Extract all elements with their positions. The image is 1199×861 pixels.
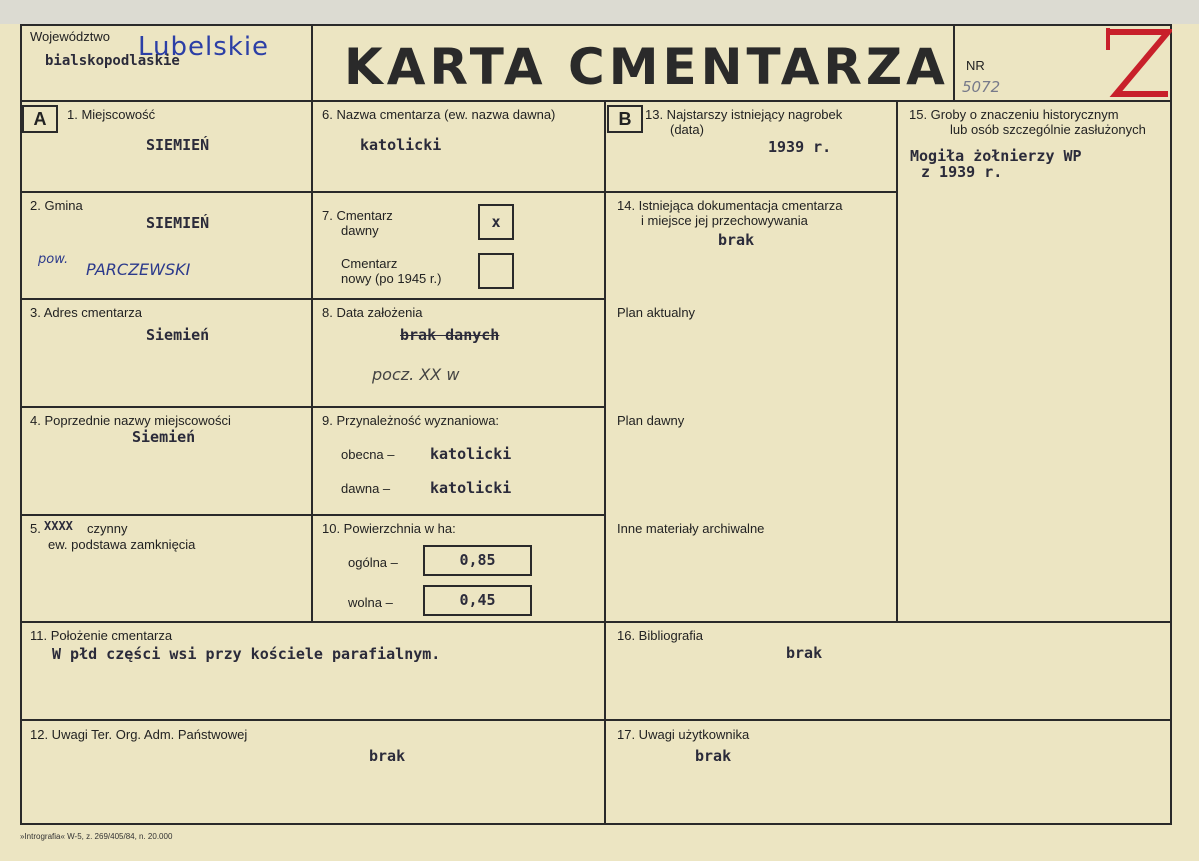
field-16-value: brak bbox=[786, 644, 823, 662]
field-9-former-value: katolicki bbox=[430, 479, 512, 497]
field-12-label: 12. Uwagi Ter. Org. Adm. Państwowej bbox=[30, 727, 248, 742]
column-line-3 bbox=[896, 100, 898, 622]
field-13-value: 1939 r. bbox=[768, 138, 832, 156]
field-2-value: SIEMIEŃ bbox=[146, 214, 210, 232]
row-line-1 bbox=[20, 191, 606, 193]
field-10-total-value: 0,85 bbox=[423, 545, 532, 576]
field-8-hand: pocz. XX w bbox=[372, 365, 460, 384]
field-4-label: 4. Poprzednie nazwy miejscowości bbox=[30, 413, 231, 428]
voivodeship-typed: bialskopodlaskie bbox=[45, 53, 180, 69]
frame-top bbox=[20, 24, 1172, 26]
field-2-label: 2. Gmina bbox=[30, 198, 83, 213]
frame-right bbox=[1170, 24, 1172, 825]
red-z-mark bbox=[1106, 26, 1172, 100]
old-cemetery-checkbox[interactable] bbox=[478, 204, 514, 240]
nr-label: NR bbox=[966, 58, 985, 73]
card-title: KARTA CMENTARZA bbox=[344, 38, 949, 96]
new-cemetery-checkbox[interactable] bbox=[478, 253, 514, 289]
plan-former-label: Plan dawny bbox=[617, 413, 685, 428]
field-11-value: W płd części wsi przy kościele parafialnym. bbox=[52, 645, 441, 663]
field-9-current-value: katolicki bbox=[430, 445, 512, 463]
field-10-label: 10. Powierzchnia w ha: bbox=[322, 521, 456, 536]
section-a-marker: A bbox=[22, 105, 58, 133]
field-3-value: Siemień bbox=[146, 326, 210, 344]
plan-current-label: Plan aktualny bbox=[617, 305, 696, 320]
field-15-value: Mogiła żołnierzy WP bbox=[910, 147, 1082, 165]
field-11-label: 11. Położenie cmentarza bbox=[30, 628, 173, 643]
field-5-sublabel: ew. podstawa zamknięcia bbox=[48, 537, 196, 552]
field-3-label: 3. Adres cmentarza bbox=[30, 305, 142, 320]
column-line-2 bbox=[604, 100, 606, 823]
field-10-free-label: wolna – bbox=[348, 595, 393, 610]
field-9-label: 9. Przynależność wyznaniowa: bbox=[322, 413, 500, 428]
old-cemetery-mark: x bbox=[491, 213, 501, 231]
field-5-label: czynny bbox=[87, 521, 128, 536]
section-b-marker: B bbox=[607, 105, 643, 133]
field-6-value: katolicki bbox=[360, 136, 442, 154]
header-bottom-line bbox=[20, 100, 1172, 102]
field-2-hand-value: PARCZEWSKI bbox=[86, 260, 191, 279]
field-6-label: 6. Nazwa cmentarza (ew. nazwa dawna) bbox=[322, 107, 556, 122]
nr-value: 5072 bbox=[962, 78, 1001, 96]
row-line-3 bbox=[20, 406, 606, 408]
voivodeship-stamp: Lubelskie bbox=[138, 32, 270, 62]
field-4-value: Siemień bbox=[132, 428, 196, 446]
field-2-hand-prefix: pow. bbox=[38, 252, 69, 267]
field-10-free-value: 0,45 bbox=[423, 585, 532, 616]
row-line-5 bbox=[20, 621, 1172, 623]
field-5-struck-text: XXXX bbox=[44, 519, 73, 533]
field-15-label: 15. Groby o znaczeniu historycznym bbox=[909, 107, 1119, 122]
field-14-label-b: i miejsce jej przechowywania bbox=[641, 213, 808, 228]
field-7-new-label: Cmentarz bbox=[341, 256, 398, 271]
frame-bottom bbox=[20, 823, 1172, 825]
field-7-new-label-b: nowy (po 1945 r.) bbox=[341, 271, 442, 286]
field-15-label-b: lub osób szczególnie zasłużonych bbox=[950, 122, 1146, 137]
field-12-value: brak bbox=[369, 747, 406, 765]
field-1-value: SIEMIEŃ bbox=[146, 136, 210, 154]
field-9-former-label: dawna – bbox=[341, 481, 391, 496]
voivodeship-label: Województwo bbox=[30, 29, 110, 44]
field-9-current-label: obecna – bbox=[341, 447, 395, 462]
field-17-value: brak bbox=[695, 747, 732, 765]
column-line-1 bbox=[311, 24, 313, 622]
row-line-4 bbox=[20, 514, 606, 516]
nr-divider bbox=[953, 24, 955, 102]
field-7-label: 7. Cmentarz bbox=[322, 208, 393, 223]
field-8-label: 8. Data założenia bbox=[322, 305, 423, 320]
row-line-2 bbox=[20, 298, 606, 300]
field-15-value-b: z 1939 r. bbox=[921, 163, 1003, 181]
field-1-label: 1. Miejscowość bbox=[67, 107, 156, 122]
other-materials-label: Inne materiały archiwalne bbox=[617, 521, 765, 536]
field-10-total-label: ogólna – bbox=[348, 555, 398, 570]
field-13-label: 13. Najstarszy istniejący nagrobek bbox=[645, 107, 843, 122]
field-7-label-b: dawny bbox=[341, 223, 379, 238]
field-16-label: 16. Bibliografia bbox=[617, 628, 703, 643]
row-line-b1 bbox=[606, 191, 898, 193]
print-footer: »Intrografia« W-5, z. 269/405/84, n. 20.000 bbox=[20, 832, 173, 841]
row-line-6 bbox=[20, 719, 1172, 721]
field-14-value: brak bbox=[718, 231, 755, 249]
top-strip bbox=[0, 0, 1199, 24]
field-5-number: 5. bbox=[30, 521, 41, 536]
field-8-value: brak danych bbox=[400, 326, 500, 344]
frame-left bbox=[20, 24, 22, 825]
field-17-label: 17. Uwagi użytkownika bbox=[617, 727, 750, 742]
field-14-label: 14. Istniejąca dokumentacja cmentarza bbox=[617, 198, 843, 213]
field-13-label-b: (data) bbox=[670, 122, 704, 137]
